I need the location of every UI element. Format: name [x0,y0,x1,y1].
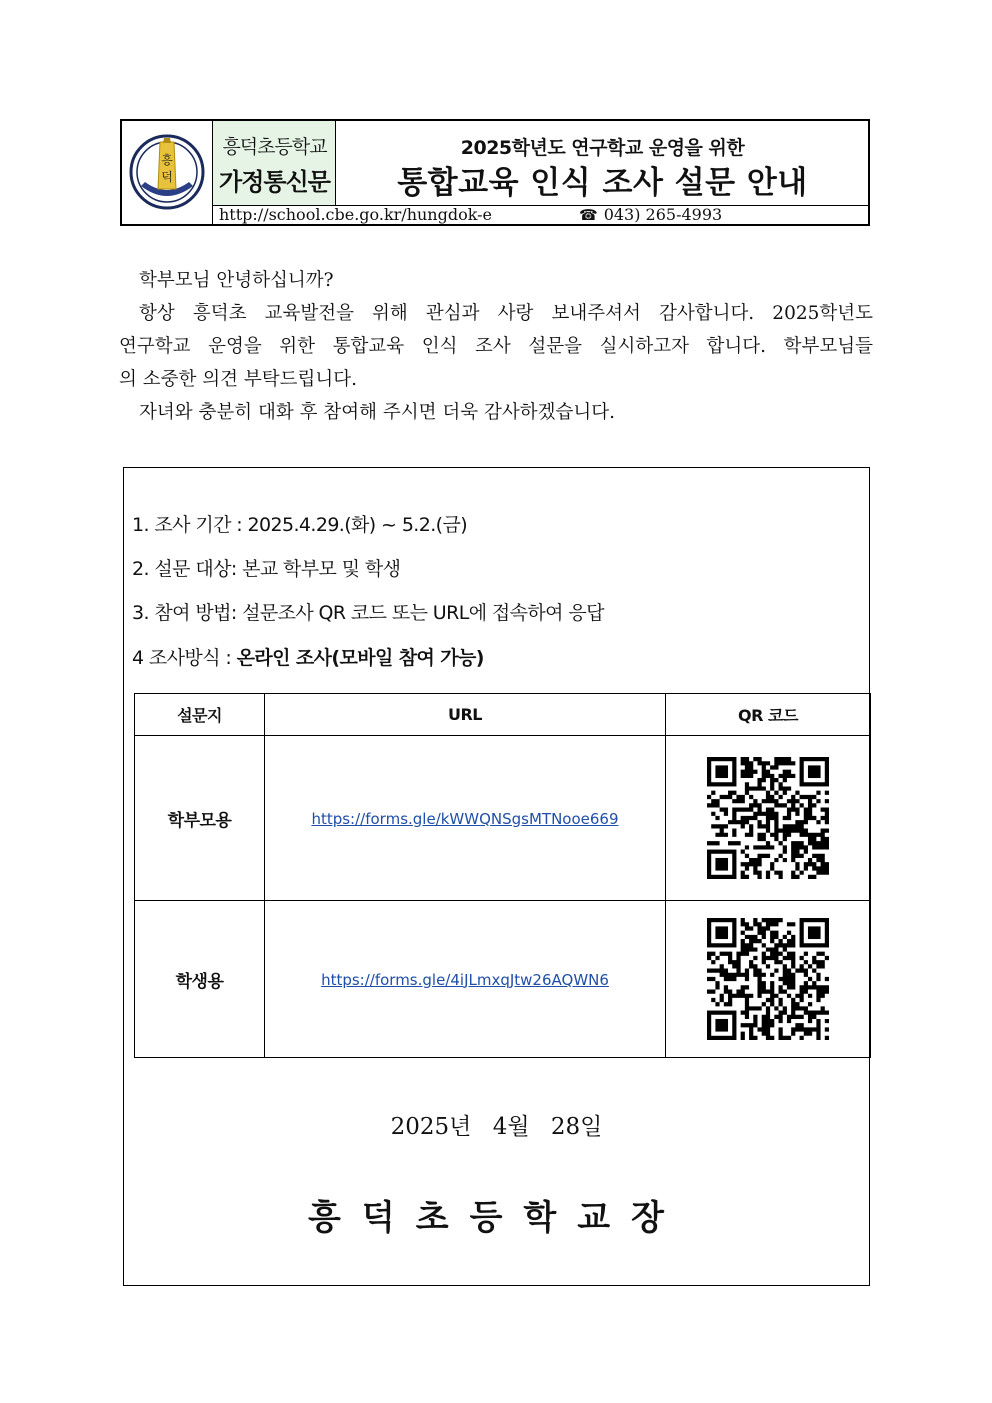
logo-text-1: 흥 [161,153,173,167]
closing-line: 자녀와 충분히 대화 후 참여해 주시면 더욱 감사하겠습니다. [139,402,615,423]
survey-period: 1. 조사 기간 : 2025.4.29.(화) ~ 5.2.(금) [132,514,468,536]
newsletter-label: 가정통신문 [219,168,330,196]
principal-signature: 흥덕초등학교장 [308,1198,685,1238]
title-cell [337,121,868,205]
header-qr: QR 코드 [666,694,871,736]
logo-cell [122,121,213,224]
qr-code-icon[interactable] [707,918,829,1040]
survey-method: 3. 참여 방법: 설문조사 QR 코드 또는 URL에 접속하여 응답 [132,602,604,624]
document-subtitle: 2025학년도 연구학교 운영을 위한 [460,137,745,159]
newsletter-header [120,119,870,226]
table-row [135,736,871,901]
row-label-student: 학생용 [135,901,265,1058]
intro-line-1: 항상 흥덕초 교육발전을 위해 관심과 사랑 보내주셔서 감사합니다. 2025학년도 [139,303,873,324]
header-survey: 설문지 [135,694,265,736]
qr-cell [666,901,871,1058]
school-label-cell [213,121,336,205]
table-row [135,901,871,1058]
survey-target: 2. 설문 대상: 본교 학부모 및 학생 [132,558,401,580]
issue-date: 2025년 4월 28일 [390,1114,603,1140]
header-url: URL [265,694,666,736]
survey-link-table [134,693,871,1058]
url-cell [265,901,666,1058]
phone-number-group [579,206,722,224]
intro-line-2: 연구학교 운영을 위한 통합교육 인식 조사 설문을 실시하고자 합니다. 학부모님들 [119,336,873,357]
table-header-row [135,694,871,736]
survey-type-label: 4 조사방식 : [132,647,237,669]
survey-type-value: 온라인 조사(모바일 참여 가능) [236,647,484,669]
qr-code-icon[interactable] [707,757,829,879]
phone-icon: ☎ [579,206,598,224]
row-label-parent: 학부모용 [135,736,265,901]
school-website[interactable]: http://school.cbe.go.kr/hungdok-e [219,205,493,224]
phone-number: 043) 265-4993 [603,205,723,224]
document-title: 통합교육 인식 조사 설문 안내 [397,165,808,201]
school-logo [129,134,205,210]
survey-type [132,643,484,670]
contact-row [213,205,868,224]
qr-cell [666,736,871,901]
parent-survey-link[interactable]: https://forms.gle/kWWQNSgsMTNooe669 [311,809,619,828]
intro-paragraph [119,264,873,429]
url-cell [265,736,666,901]
greeting: 학부모님 안녕하십니까? [139,270,334,291]
school-name: 흥덕초등학교 [222,136,327,158]
student-survey-link[interactable]: https://forms.gle/4iJLmxqJtw26AQWN6 [321,970,609,989]
intro-line-3: 의 소중한 의견 부탁드립니다. [119,369,357,390]
survey-info-box [123,467,870,1286]
logo-text-2: 덕 [161,170,173,184]
